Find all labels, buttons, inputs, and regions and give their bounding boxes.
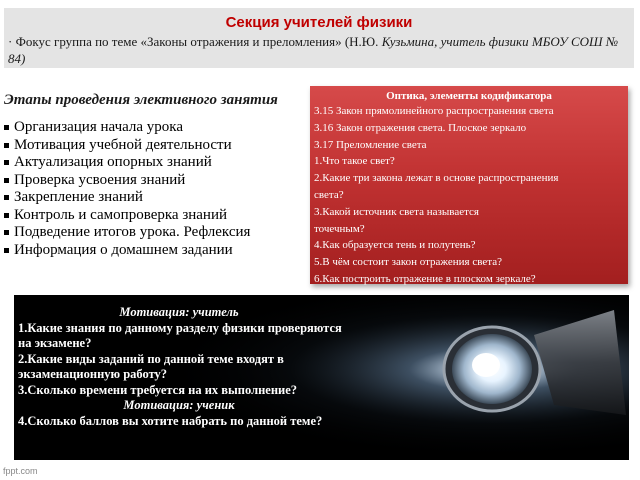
stage-item: Мотивация учебной деятельности [4, 137, 250, 155]
motivation-teacher-heading: Мотивация: учитель [119, 305, 239, 319]
stage-item: Актуализация опорных знаний [4, 154, 250, 172]
stage-item: Контроль и самопроверка знаний [4, 207, 250, 225]
motivation-item: 3.Сколько времени требуется на их выполнение? [18, 382, 298, 397]
slide-title: Секция учителей физики [225, 14, 413, 31]
codifier-line: 2.Какие три закона лежат в основе распространения [314, 172, 559, 185]
motivation-item: 2.Какие виды заданий по данной теме входят в экзаменационную работу? [18, 351, 284, 381]
stage-item: Подведение итогов урока. Рефлексия [4, 224, 250, 242]
header-box [4, 8, 634, 68]
codifier-box [310, 86, 628, 284]
motivation-block [14, 305, 344, 429]
codifier-line: 3.17 Преломление света [314, 138, 427, 151]
stages-heading: Этапы проведения элективного занятия [4, 92, 278, 108]
codifier-line: 3.15 Закон прямолинейного распространения света [314, 105, 554, 117]
stage-item: Закрепление знаний [4, 189, 250, 207]
stages-list [4, 119, 250, 259]
stage-item: Организация начала урока [4, 119, 250, 137]
watermark: fppt.com [3, 466, 38, 476]
codifier-line: света? [314, 188, 344, 201]
slide-subtitle [8, 33, 628, 67]
motivation-item: 4.Сколько баллов вы хотите набрать по данной теме? [18, 413, 323, 428]
stage-item: Проверка усвоения знаний [4, 172, 250, 190]
motivation-item: 1.Какие знания по данному разделу физики проверяются на экзамене? [18, 320, 342, 350]
stage-item: Информация о домашнем задании [4, 242, 250, 260]
codifier-line: 3.Какой источник света называется [314, 205, 479, 218]
codifier-line: 6.Как построить отражение в плоском зеркале? [314, 272, 536, 285]
codifier-title: Оптика, элементы кодификатора [386, 90, 552, 102]
codifier-line: 5.В чём состоит закон отражения света? [314, 256, 502, 269]
codifier-line: 3.16 Закон отражения света. Плоское зеркало [314, 121, 527, 134]
subtitle-author: Кузьмина, учитель физики МБОУ СОШ № 84) [8, 34, 619, 66]
subtitle-main: · Фокус группа по теме «Законы отражения и преломления» (Н.Ю. [8, 34, 379, 49]
codifier-line: 1.Что такое свет? [314, 155, 395, 168]
codifier-line: точечным? [314, 222, 365, 235]
codifier-line: 4.Как образуется тень и полутень? [314, 239, 476, 252]
motivation-student-heading: Мотивация: ученик [123, 398, 235, 412]
